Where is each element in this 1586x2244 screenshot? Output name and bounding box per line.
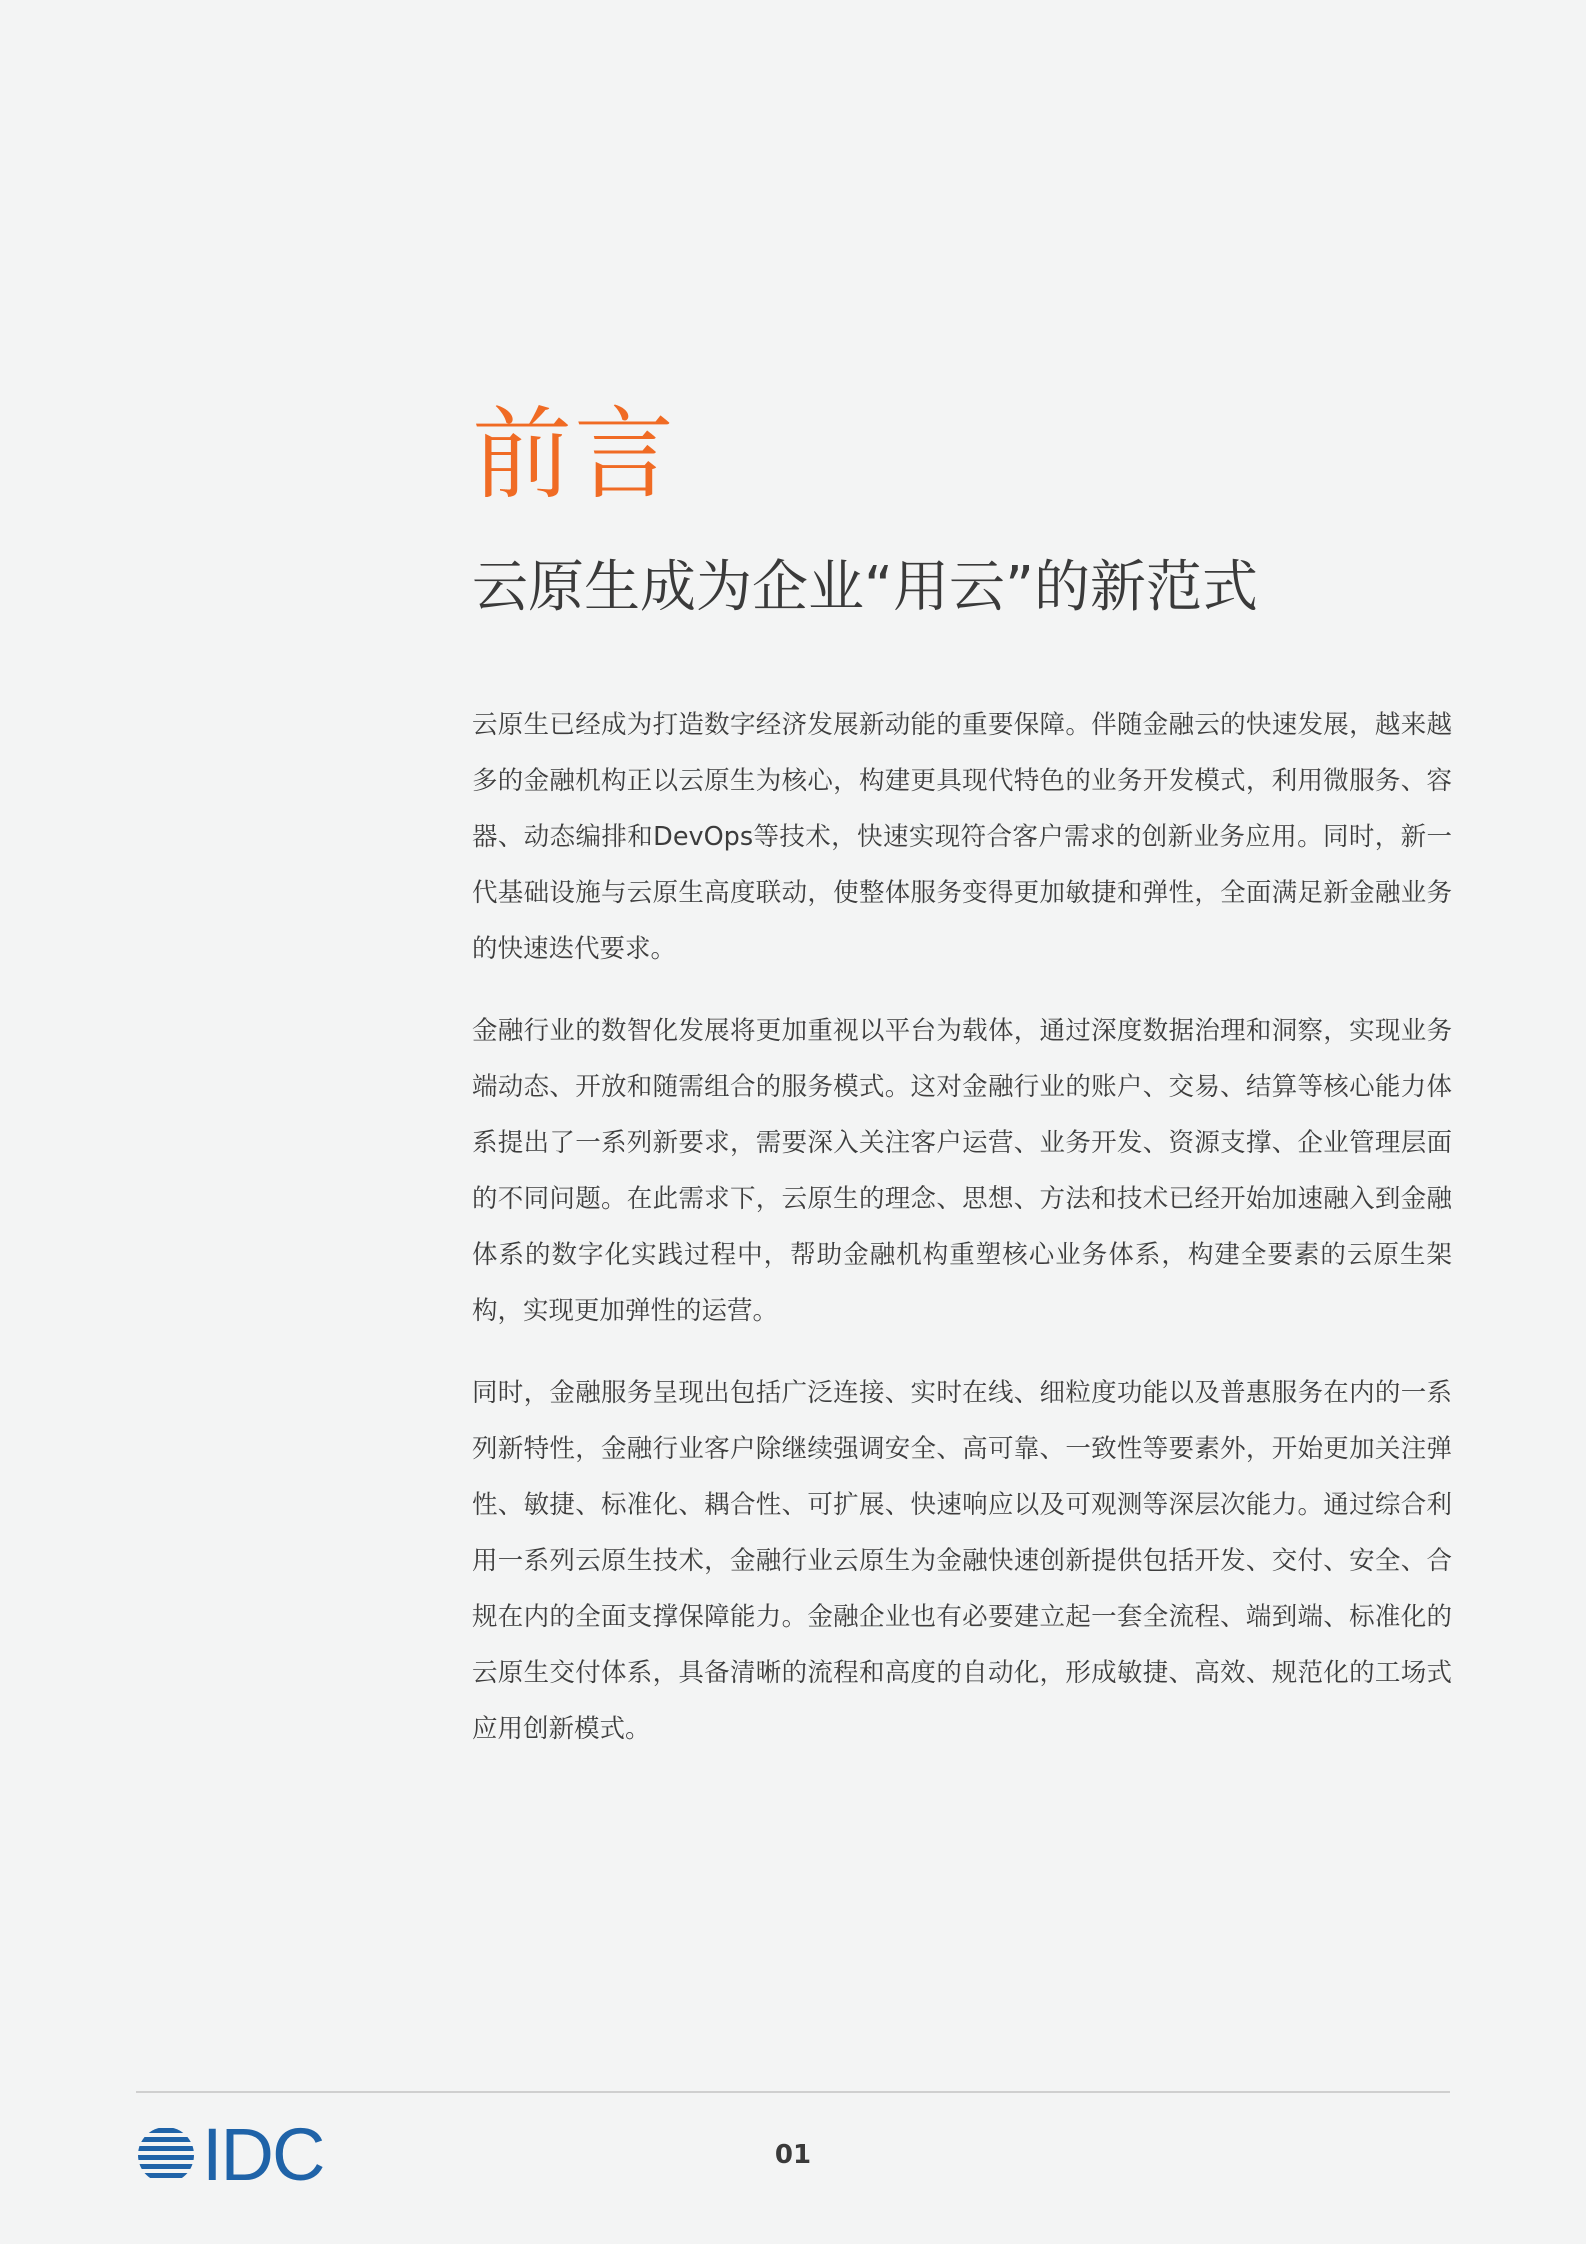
globe-icon bbox=[136, 2125, 196, 2185]
body-text bbox=[472, 697, 1452, 1757]
page-number: 01 bbox=[774, 2140, 812, 2170]
logo-text: IDC bbox=[202, 2113, 324, 2196]
main-content bbox=[472, 395, 1452, 1783]
footer-divider bbox=[136, 2091, 1450, 2093]
idc-logo bbox=[136, 2113, 324, 2196]
paragraph-1: 云原生已经成为打造数字经济发展新动能的重要保障。伴随金融云的快速发展，越来越多的金融机构正以云原生为核心，构建更具现代特色的业务开发模式，利用微服务、容器、动态编排和DevOps等技术，快速实现符合客户需求的创新业务应用。同时，新一代基础设施与云原生高度联动，使整体服务变得更加敏捷和弹性，全面满足新金融业务的快速迭代要求。 bbox=[472, 710, 1452, 964]
page-title: 前言 bbox=[472, 396, 676, 513]
paragraph-3: 同时，金融服务呈现出包括广泛连接、实时在线、细粒度功能以及普惠服务在内的一系列新特性，金融行业客户除继续强调安全、高可靠、一致性等要素外，开始更加关注弹性、敏捷、标准化、耦合性、可扩展、快速响应以及可观测等深层次能力。通过综合利用一系列云原生技术，金融行业云原生为金融快速创新提供包括开发、交付、安全、合规在内的全面支撑保障能力。金融企业也有必要建立起一套全流程、端到端、标准化的云原生交付体系，具备清晰的流程和高度的自动化，形成敏捷、高效、规范化的工场式应用创新模式。 bbox=[472, 1378, 1452, 1744]
page-subtitle: 云原生成为企业“用云”的新范式 bbox=[472, 555, 1259, 620]
paragraph-2: 金融行业的数智化发展将更加重视以平台为载体，通过深度数据治理和洞察，实现业务端动态、开放和随需组合的服务模式。这对金融行业的账户、交易、结算等核心能力体系提出了一系列新要求，需要深入关注客户运营、业务开发、资源支撑、企业管理层面的不同问题。在此需求下，云原生的理念、思想、方法和技术已经开始加速融入到金融体系的数字化实践过程中，帮助金融机构重塑核心业务体系，构建全要素的云原生架构，实现更加弹性的运营。 bbox=[472, 1016, 1452, 1326]
